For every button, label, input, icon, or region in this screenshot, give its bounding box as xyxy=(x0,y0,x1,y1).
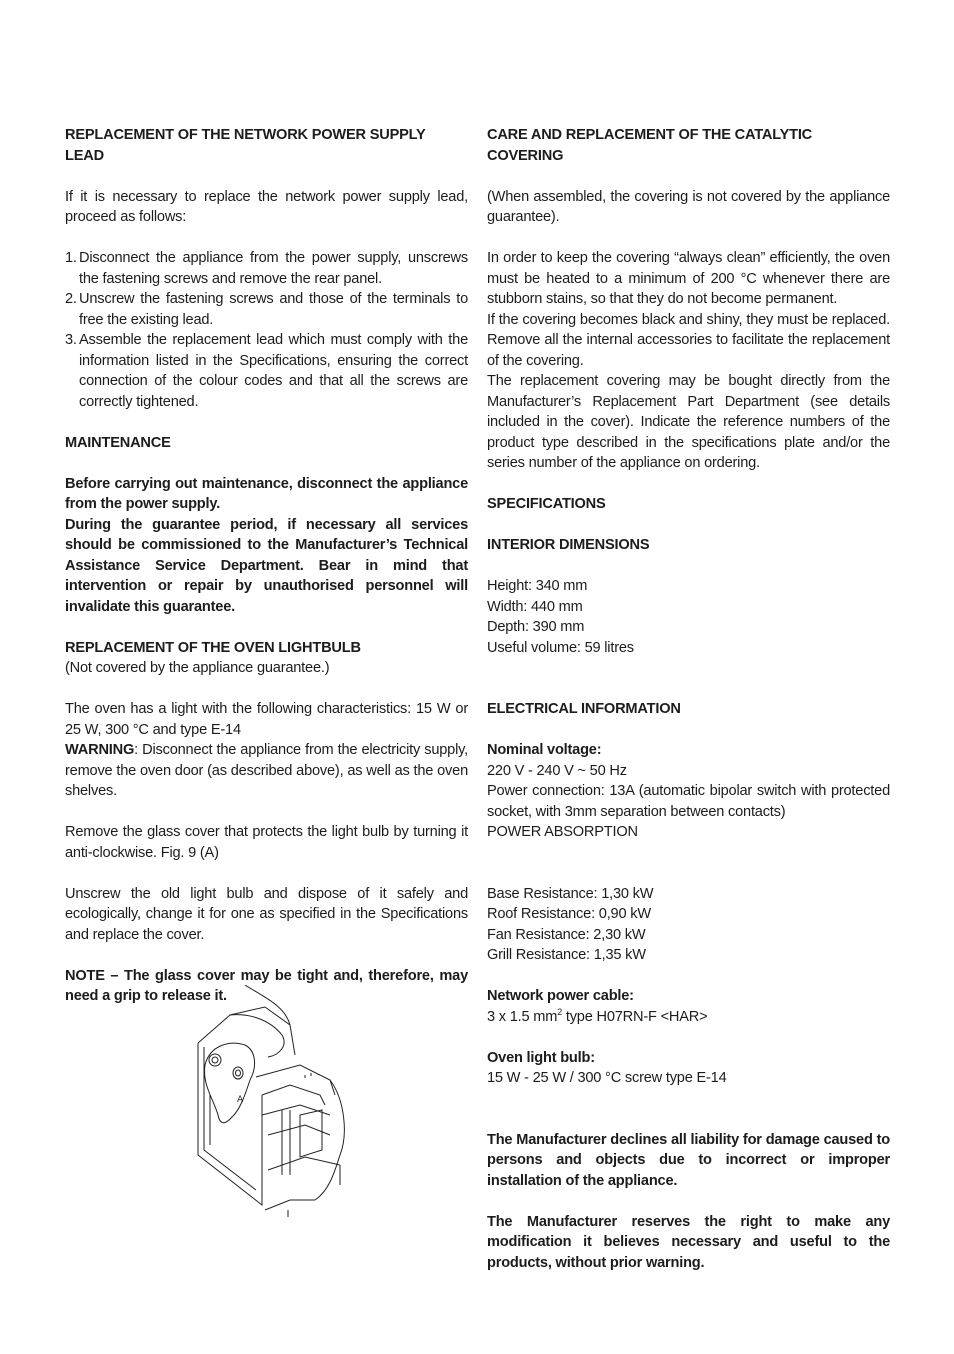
bulb-label: Oven light bulb: xyxy=(487,1049,595,1066)
glass-cover-paragraph: Remove the glass cover that protects the light bulb by turning it anti-clockwise. Fig. 9 (A) xyxy=(65,824,468,861)
dimension-depth: Depth: 390 mm xyxy=(487,619,585,635)
electrical-heading: ELECTRICAL INFORMATION xyxy=(487,701,681,717)
warning-label: WARNING xyxy=(65,742,135,758)
cable-label: Network power cable: xyxy=(487,988,634,1004)
lead-heading: REPLACEMENT OF THE NETWORK POWER SUPPLY LEAD xyxy=(65,127,426,164)
dimension-volume: Useful volume: 59 litres xyxy=(487,639,634,656)
resistance-roof: Roof Resistance: 0,90 kW xyxy=(487,906,651,922)
catalytic-paragraph-2: If the covering becomes black and shiny, they must be replaced. Remove all the internal accessories to facilitate the replacement of the covering. xyxy=(487,311,890,369)
oven-lightbulb-figure xyxy=(190,985,350,1220)
figure-label-a: A xyxy=(237,1095,244,1105)
dimension-height: Height: 340 mm xyxy=(487,578,588,594)
catalytic-paragraph-3: The replacement covering may be bought directly from the Manufacturer’s Replacement Part Department (see details included in the cover). Indicate the reference numbers of the product type described in the specifications plate and/or the series number of the appliance on ordering. xyxy=(487,373,890,471)
note-paragraph: NOTE – The glass cover may be tight and, therefore, may need a grip to release it. xyxy=(65,967,468,1004)
bulb-note: (Not covered by the appliance guarantee.) xyxy=(65,660,330,676)
list-item: 3. Assemble the replacement lead which must comply with the information listed in the Specifications, ensuring the correct connection of the colour codes and that all the screws are correctly tightened. xyxy=(65,332,468,410)
bulb-value: 15 W - 25 W / 300 °C screw type E-14 xyxy=(487,1070,727,1086)
bulb-characteristics: The oven has a light with the following characteristics: 15 W or 25 W, 300 °C and type E-14 xyxy=(65,701,468,738)
modification-paragraph: The Manufacturer reserves the right to make any modification it believes necessary and useful to the products, without prior warning. xyxy=(487,1213,890,1271)
bulb-heading: REPLACEMENT OF THE OVEN LIGHTBULB xyxy=(65,639,361,656)
interior-dimensions-heading: INTERIOR DIMENSIONS xyxy=(487,537,650,553)
warning-text: : Disconnect the appliance from the electricity supply, remove the oven door (as described above), as well as the oven shelves. xyxy=(65,742,468,799)
voltage-label: Nominal voltage: xyxy=(487,742,602,758)
resistance-base: Base Resistance: 1,30 kW xyxy=(487,885,654,902)
lead-intro: If it is necessary to replace the network power supply lead, proceed as follows: xyxy=(65,188,468,225)
lead-steps-list xyxy=(65,248,468,412)
resistance-grill: Grill Resistance: 1,35 kW xyxy=(487,947,646,963)
maintenance-guarantee: During the guarantee period, if necessary all services should be commissioned to the Manufacturer’s Technical Assistance Service Department. Bear in mind that intervention or repair by unauthorised personnel will invalidate this guarantee. xyxy=(65,516,468,615)
catalytic-paragraph-1: In order to keep the covering “always clean” efficiently, the oven must be heated to a minimum of 200 °C whenever there are stubborn stains, so that they do not become permanent. xyxy=(487,250,890,307)
resistance-fan: Fan Resistance: 2,30 kW xyxy=(487,926,646,943)
dimension-width: Width: 440 mm xyxy=(487,598,583,615)
cable-value: 3 x 1.5 $mm^2$ type H07RN-F <HAR> xyxy=(487,1006,708,1025)
power-connection: Power connection: 13A (automatic bipolar switch with protected socket, with 3mm separation between contacts) xyxy=(487,783,890,820)
power-absorption: POWER ABSORPTION xyxy=(487,824,638,840)
right-column xyxy=(487,125,890,1273)
unscrew-paragraph: Unscrew the old light bulb and dispose of it safely and ecologically, change it for one as specified in the Specifications and replace the cover. xyxy=(65,885,468,943)
maintenance-heading: MAINTENANCE xyxy=(65,434,171,451)
list-item: 2. Unscrew the fastening screws and those of the terminals to free the existing lead. xyxy=(65,291,468,328)
warning-paragraph xyxy=(65,740,468,802)
left-column xyxy=(65,125,468,1007)
catalytic-heading: CARE AND REPLACEMENT OF THE CATALYTIC COVERING xyxy=(487,127,813,164)
liability-paragraph: The Manufacturer declines all liability for damage caused to persons and objects due to incorrect or improper installation of the appliance. xyxy=(487,1131,890,1189)
voltage-value: 220 V - 240 V ~ 50 Hz xyxy=(487,762,627,779)
list-item: 1. Disconnect the appliance from the power supply, unscrews the fastening screws and remove the rear panel. xyxy=(65,250,468,287)
catalytic-note: (When assembled, the covering is not covered by the appliance guarantee). xyxy=(487,188,890,225)
specifications-heading: SPECIFICATIONS xyxy=(487,496,606,512)
maintenance-warning: Before carrying out maintenance, disconnect the appliance from the power supply. xyxy=(65,475,468,512)
